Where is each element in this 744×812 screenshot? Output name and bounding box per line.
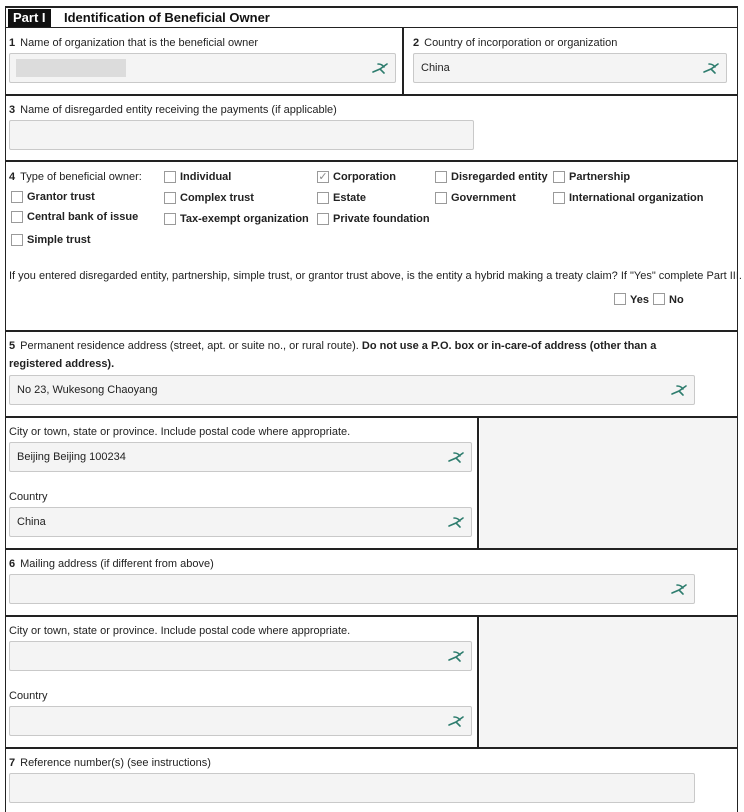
rule bbox=[5, 330, 738, 332]
disregarded-entity-checkbox[interactable] bbox=[435, 171, 447, 183]
label-text: Reference number(s) (see instructions) bbox=[20, 757, 211, 769]
reference-number-field[interactable] bbox=[9, 773, 695, 803]
disregarded-entity-label: Disregarded entity bbox=[451, 171, 548, 183]
country2-label: Country bbox=[9, 690, 48, 702]
private-foundation-label: Private foundation bbox=[333, 213, 430, 225]
corporation-checkbox[interactable]: ✓ bbox=[318, 171, 328, 183]
beneficial-owner-name-field[interactable] bbox=[9, 53, 396, 83]
signature-pen-icon[interactable] bbox=[447, 450, 465, 464]
signature-pen-icon[interactable] bbox=[447, 714, 465, 728]
field-value: China bbox=[17, 516, 46, 528]
estate-checkbox[interactable] bbox=[317, 192, 329, 204]
line-number: 5 bbox=[9, 340, 16, 352]
hybrid-yes-label: Yes bbox=[630, 294, 649, 306]
line-number: 2 bbox=[413, 37, 420, 49]
label-text: Mailing address (if different from above) bbox=[20, 558, 214, 570]
label-bold-text: Do not use a P.O. box or in-care-of address (other than a bbox=[361, 340, 657, 352]
part-badge: Part I bbox=[8, 9, 51, 27]
simple-trust-label: Simple trust bbox=[27, 234, 91, 246]
column-divider bbox=[477, 617, 479, 747]
blank-panel bbox=[480, 418, 737, 548]
rule bbox=[5, 27, 738, 28]
signature-pen-icon[interactable] bbox=[447, 515, 465, 529]
rule bbox=[5, 160, 738, 162]
international-organization-label: International organization bbox=[569, 192, 704, 204]
signature-pen-icon[interactable] bbox=[447, 649, 465, 663]
hybrid-no-label: No bbox=[669, 294, 684, 306]
mailing-address-field[interactable] bbox=[9, 574, 695, 604]
signature-pen-icon[interactable] bbox=[371, 61, 389, 75]
hybrid-yes-checkbox[interactable] bbox=[614, 293, 626, 305]
line3-label bbox=[9, 104, 337, 116]
line4-label bbox=[9, 171, 142, 183]
field-value: China bbox=[421, 62, 450, 74]
line-number: 4 bbox=[9, 171, 16, 183]
part-title: Identification of Beneficial Owner bbox=[64, 10, 270, 25]
mailing-city-field[interactable] bbox=[9, 641, 472, 671]
government-label: Government bbox=[451, 192, 516, 204]
column-divider bbox=[402, 28, 404, 94]
city1-label: City or town, state or province. Include postal code where appropriate. bbox=[9, 426, 351, 438]
central-bank-checkbox[interactable] bbox=[11, 211, 23, 223]
line-number: 3 bbox=[9, 104, 16, 116]
line-number: 1 bbox=[9, 37, 16, 49]
line2-label bbox=[413, 37, 617, 49]
corporation-label: Corporation bbox=[333, 171, 396, 183]
country-of-incorporation-field[interactable] bbox=[413, 53, 727, 83]
signature-pen-icon[interactable] bbox=[702, 61, 720, 75]
mailing-country-field[interactable] bbox=[9, 706, 472, 736]
rule bbox=[5, 6, 738, 8]
column-divider bbox=[477, 418, 479, 548]
country1-label: Country bbox=[9, 491, 48, 503]
label-text: Name of organization that is the beneficial owner bbox=[20, 37, 258, 49]
field-value: Beijing Beijing 100234 bbox=[17, 451, 126, 463]
label-text: Country of incorporation or organization bbox=[424, 37, 618, 49]
international-organization-checkbox[interactable] bbox=[553, 192, 565, 204]
line6-label bbox=[9, 558, 214, 570]
label-text: Permanent residence address (street, apt. or suite no., or rural route). bbox=[20, 340, 359, 352]
label-text: Type of beneficial owner: bbox=[20, 171, 142, 183]
blank-panel bbox=[480, 617, 737, 747]
line7-label bbox=[9, 757, 211, 769]
line1-label bbox=[9, 37, 258, 49]
partnership-checkbox[interactable] bbox=[553, 171, 565, 183]
country-field[interactable] bbox=[9, 507, 472, 537]
rule bbox=[5, 94, 738, 96]
permanent-address-field[interactable] bbox=[9, 375, 695, 405]
simple-trust-checkbox[interactable] bbox=[11, 234, 23, 246]
government-checkbox[interactable] bbox=[435, 192, 447, 204]
individual-label: Individual bbox=[180, 171, 232, 183]
city-field[interactable] bbox=[9, 442, 472, 472]
rule bbox=[5, 548, 738, 550]
estate-label: Estate bbox=[333, 192, 367, 204]
city2-label: City or town, state or province. Include postal code where appropriate. bbox=[9, 625, 351, 637]
grantor-trust-checkbox[interactable] bbox=[11, 191, 23, 203]
field-value: No 23, Wukesong Chaoyang bbox=[17, 384, 158, 396]
central-bank-label: Central bank of issue bbox=[27, 211, 139, 223]
partnership-label: Partnership bbox=[569, 171, 631, 183]
complex-trust-label: Complex trust bbox=[180, 192, 254, 204]
line-number: 6 bbox=[9, 558, 16, 570]
private-foundation-checkbox[interactable] bbox=[317, 213, 329, 225]
complex-trust-checkbox[interactable] bbox=[164, 192, 176, 204]
label-text: Name of disregarded entity receiving the payments (if applicable) bbox=[20, 104, 337, 116]
individual-checkbox[interactable] bbox=[164, 171, 176, 183]
disregarded-entity-name-field[interactable] bbox=[9, 120, 474, 150]
hybrid-no-checkbox[interactable] bbox=[653, 293, 665, 305]
line-number: 7 bbox=[9, 757, 16, 769]
line5-label-cont bbox=[9, 358, 114, 370]
redacted-value bbox=[16, 59, 126, 77]
rule bbox=[5, 747, 738, 749]
label-bold-text: registered address). bbox=[9, 358, 115, 370]
line5-label bbox=[9, 340, 656, 352]
signature-pen-icon[interactable] bbox=[670, 383, 688, 397]
grantor-trust-label: Grantor trust bbox=[27, 191, 95, 203]
hybrid-question: If you entered disregarded entity, partnership, simple trust, or grantor trust above, is the entity a hybrid making a treaty claim? If "Yes" complete Part III. bbox=[9, 270, 742, 282]
tax-exempt-label: Tax-exempt organization bbox=[180, 213, 309, 225]
tax-exempt-checkbox[interactable] bbox=[164, 213, 176, 225]
signature-pen-icon[interactable] bbox=[670, 582, 688, 596]
